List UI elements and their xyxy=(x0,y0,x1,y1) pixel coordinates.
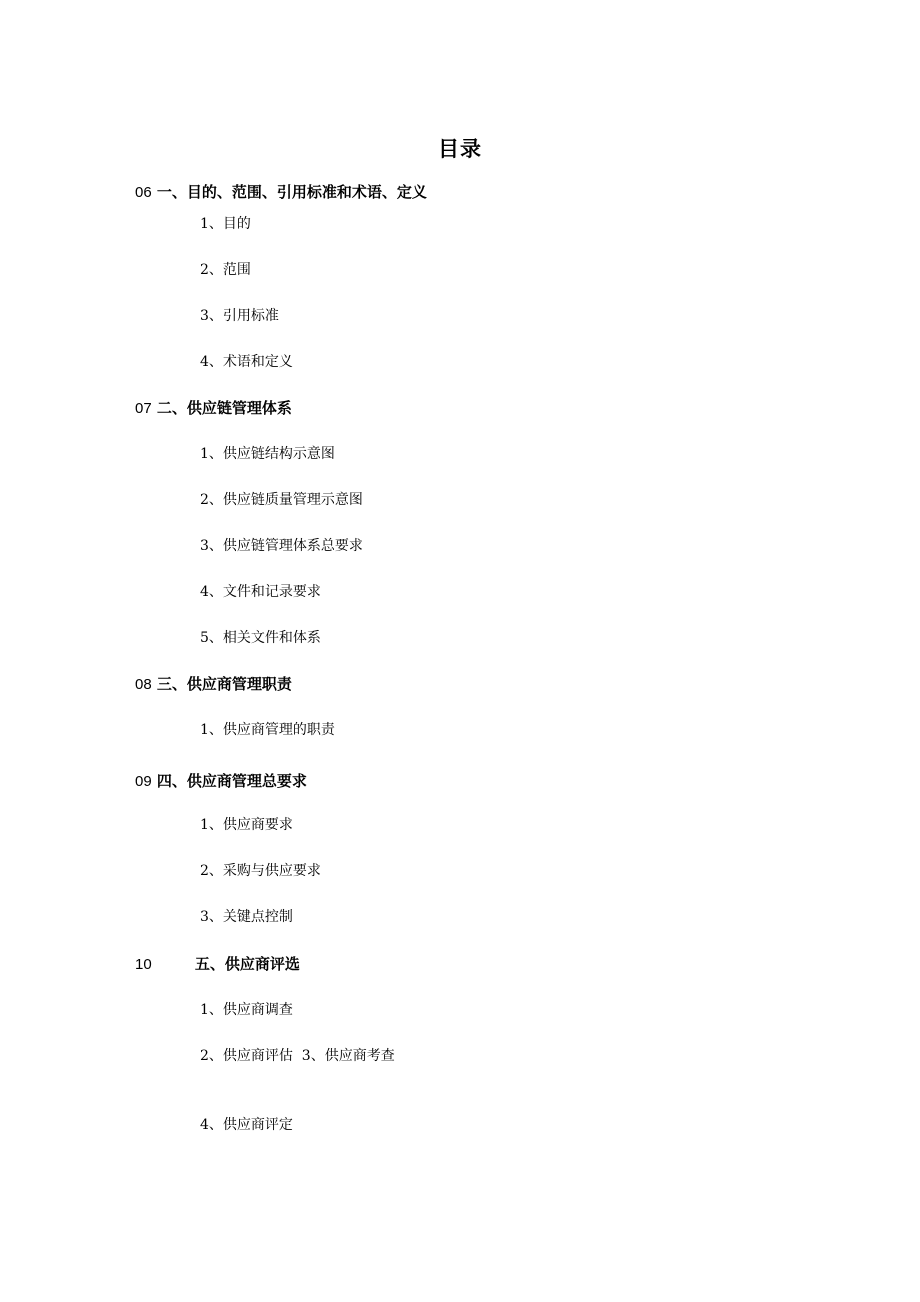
section-number: 06 xyxy=(135,184,152,201)
toc-section-heading xyxy=(135,181,427,204)
toc-item: 3、关键点控制 xyxy=(200,909,293,925)
toc-item: 2、供应商评估 3、供应商考查 xyxy=(200,1048,395,1064)
toc-item: 1、供应商调查 xyxy=(200,1002,293,1018)
toc-item: 3、供应链管理体系总要求 xyxy=(200,538,363,554)
section-title: 三、供应商管理职责 xyxy=(156,675,292,693)
section-number: 10 xyxy=(135,956,152,973)
section-title: 五、供应商评选 xyxy=(194,955,300,973)
toc-item: 2、采购与供应要求 xyxy=(200,863,321,879)
toc-item: 1、供应商管理的职责 xyxy=(200,722,335,738)
page-title: 目录 xyxy=(438,137,482,161)
section-number: 09 xyxy=(135,773,152,790)
toc-item: 2、范围 xyxy=(200,262,251,278)
toc-section-heading xyxy=(135,673,292,696)
section-number: 08 xyxy=(135,676,152,693)
toc-section-heading xyxy=(135,397,292,420)
section-number: 07 xyxy=(135,400,152,417)
section-title: 二、供应链管理体系 xyxy=(156,399,292,417)
toc-section-heading xyxy=(135,770,307,793)
toc-item: 2、供应链质量管理示意图 xyxy=(200,492,363,508)
toc-item: 1、供应商要求 xyxy=(200,817,293,833)
toc-item: 4、供应商评定 xyxy=(200,1117,293,1133)
toc-section-heading xyxy=(135,953,300,976)
section-title: 四、供应商管理总要求 xyxy=(156,772,307,790)
toc-item: 3、引用标准 xyxy=(200,308,279,324)
toc-item: 5、相关文件和体系 xyxy=(200,630,321,646)
toc-item: 1、目的 xyxy=(200,216,251,232)
toc-item: 4、文件和记录要求 xyxy=(200,584,321,600)
section-title: 一、目的、范围、引用标准和术语、定义 xyxy=(156,183,427,201)
toc-item: 1、供应链结构示意图 xyxy=(200,446,335,462)
toc-item: 4、术语和定义 xyxy=(200,354,293,370)
